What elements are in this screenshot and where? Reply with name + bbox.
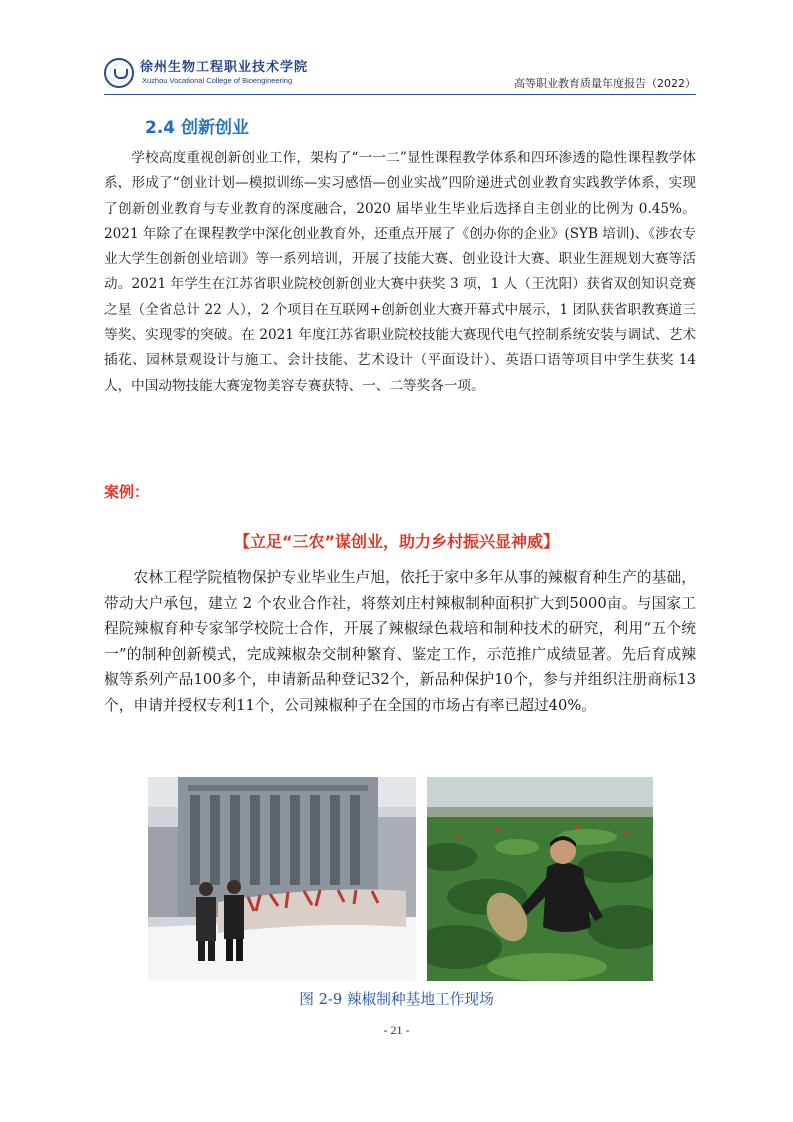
figure-caption: 图 2-9 辣椒制种基地工作现场	[299, 991, 494, 1008]
section-paragraph: 学校高度重视创新创业工作，架构了“一一二”显性课程教学体系和四环渗透的隐性课程教学体系，形成了“创业计划—模拟训练—实习感悟—创业实战”四阶递进式创业教育实践教学体系，实现了创新创业教育与专业教育的深度融合，2020 届毕业生毕业后选择自主创业的比例为 0.45%。2021 年除了在课程教学中深化创业教育外，还重点开展了《创办你的企业》(SYB 培训)、《涉农专业大学生创新创业培训》等一系列培训，开展了技能大赛、创业设计大赛、职业生涯规划大赛等活动。2021 年学生在江苏省职业院校创新创业大赛中获奖 3 项，1 人（王沈阳）获省双创知识竞赛之星（全省总计 22 人），2 个项目在互联网+创新创业大赛开幕式中展示，1 团队获省职教赛道三等奖、实现零的突破。在 2021 年度江苏省职业院校技能大赛现代电气控制系统安装与调试、艺术插花、园林景观设计与施工、会计技能、艺术设计（平面设计）、英语口语等项目中学生获奖 14 人，中国动物技能大赛宠物美容专赛获特、一、二等奖各一项。	[104, 150, 696, 394]
page-number: - 21 -	[383, 1023, 410, 1037]
case-label: 案例：	[104, 483, 150, 501]
school-logo-icon	[104, 58, 134, 88]
header-divider	[104, 94, 696, 95]
pepper-field-photo	[427, 777, 653, 981]
case-title: 【立足“三农”谋创业，助力乡村振兴显神威】	[233, 532, 560, 551]
school-name-en: Xuzhou Vocational College of Bioengineering	[142, 76, 293, 85]
section-title: 2.4 创新创业	[145, 118, 250, 138]
building-sign-photo	[148, 777, 416, 981]
school-name-cn: 徐州生物工程职业技术学院	[140, 60, 309, 75]
page-header	[104, 50, 696, 94]
pepper-field-illustration	[427, 777, 653, 981]
building-sign-illustration	[148, 777, 416, 981]
report-title: 高等职业教育质量年度报告（2022）	[514, 77, 696, 90]
case-paragraph: 农林工程学院植物保护专业毕业生卢旭，依托于家中多年从事的辣椒育种生产的基础，带动大户承包，建立 2 个农业合作社，将蔡刘庄村辣椒制种面积扩大到5000亩。与国家工程院辣椒育种专家邹学校院士合作，开展了辣椒绿色栽培和制种技术的研究，利用“五个统一”的制种创新模式，完成辣椒杂交制种繁育、鉴定工作，示范推广成绩显著。先后育成辣椒等系列产品100多个，申请新品种登记32个，新品种保护10个，参与并组织注册商标13个，申请并授权专利11个，公司辣椒种子在全国的市场占有率已超过40%。	[104, 569, 696, 714]
